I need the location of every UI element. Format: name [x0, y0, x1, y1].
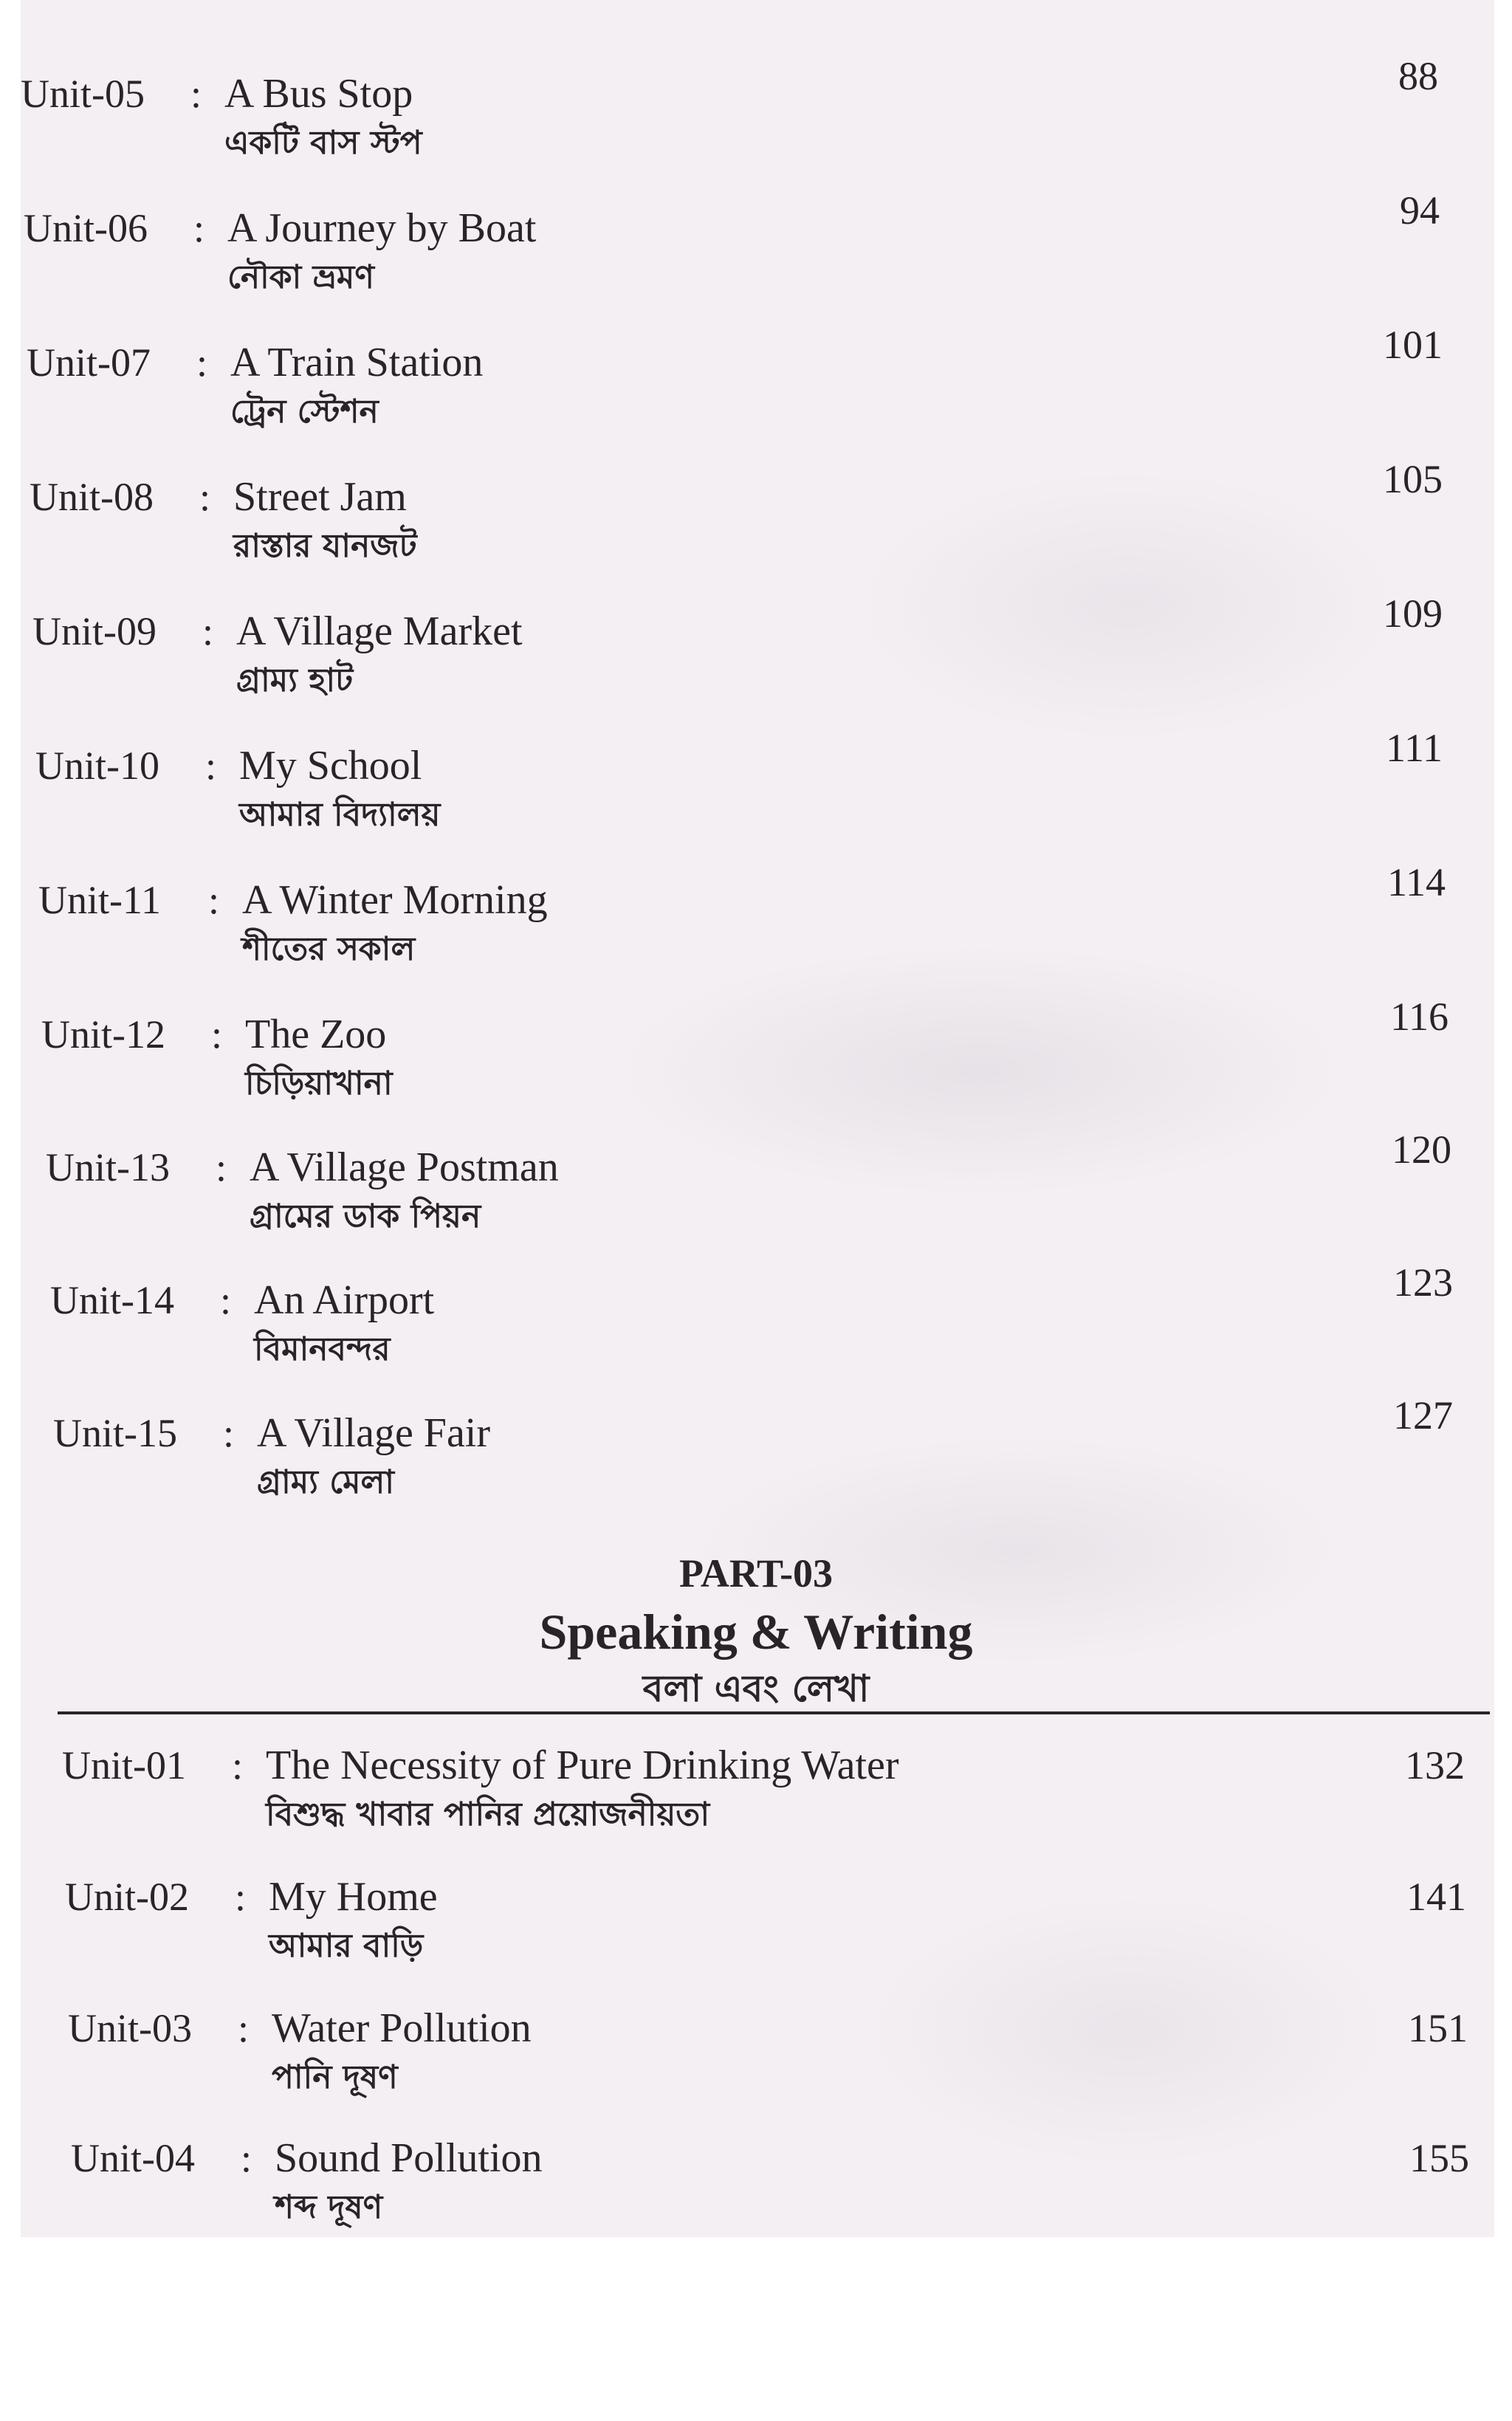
unit-title: My Home	[269, 1874, 438, 1920]
toc-entry-unit-15	[53, 1393, 1500, 1518]
unit-title: A Winter Morning	[242, 877, 548, 923]
separator: :	[202, 609, 214, 653]
separator: :	[220, 1278, 232, 1322]
separator: :	[190, 72, 202, 116]
page-number: 101	[1383, 323, 1443, 367]
bottom-margin	[0, 2237, 1512, 2421]
section-divider	[58, 1711, 1490, 1714]
unit-title-bangla: আমার বাড়ি	[269, 1927, 424, 1965]
unit-number: Unit-08	[30, 475, 154, 519]
separator: :	[208, 878, 220, 922]
unit-title: Water Pollution	[272, 2005, 532, 2051]
page-number: 155	[1409, 2136, 1469, 2180]
toc-entry-unit-08	[30, 457, 1477, 582]
page-number: 94	[1400, 188, 1440, 233]
page-number: 151	[1408, 2006, 1468, 2050]
toc-entry-unit-02	[65, 1871, 1512, 1982]
unit-number: Unit-10	[35, 744, 159, 788]
page-number: 105	[1383, 457, 1443, 501]
part-title: Speaking & Writing	[539, 1604, 973, 1660]
unit-number: Unit-03	[68, 2006, 192, 2050]
unit-number: Unit-07	[27, 340, 151, 385]
unit-title-bangla: নৌকা ভ্রমণ	[227, 258, 374, 296]
unit-title-bangla: শীতের সকাল	[242, 930, 416, 968]
unit-number: Unit-01	[62, 1743, 186, 1788]
unit-title-bangla: গ্রামের ডাক পিয়ন	[250, 1198, 481, 1235]
page-number: 111	[1386, 726, 1443, 770]
separator: :	[211, 1012, 223, 1057]
unit-number: Unit-15	[53, 1411, 177, 1455]
unit-title-bangla: শব্দ দূষণ	[275, 2188, 383, 2226]
unit-title: A Village Fair	[257, 1410, 491, 1456]
unit-number: Unit-11	[38, 878, 161, 922]
page-number: 123	[1393, 1260, 1453, 1305]
toc-entry-unit-10	[35, 726, 1482, 851]
toc-entry-unit-12	[41, 995, 1488, 1119]
unit-title: A Journey by Boat	[227, 205, 537, 251]
toc-entry-unit-13	[46, 1127, 1493, 1252]
separator: :	[193, 206, 205, 250]
page-number: 132	[1405, 1743, 1465, 1788]
unit-title: The Zoo	[245, 1012, 387, 1057]
unit-number: Unit-02	[65, 1875, 189, 1919]
page-number: 116	[1390, 995, 1449, 1039]
part-label: PART-03	[678, 1551, 834, 1596]
toc-entry-unit-07	[27, 323, 1474, 447]
separator: :	[216, 1145, 227, 1189]
unit-title: My School	[239, 743, 422, 789]
page-number: 141	[1406, 1875, 1466, 1919]
unit-title: A Village Postman	[250, 1144, 559, 1190]
unit-title-bangla: গ্রাম্য মেলা	[257, 1463, 395, 1501]
unit-title-bangla: বিশুদ্ধ খাবার পানির প্রয়োজনীয়তা	[266, 1796, 710, 1833]
unit-title-bangla: আমার বিদ্যালয়	[239, 796, 441, 834]
page-number: 120	[1392, 1127, 1451, 1172]
unit-title-bangla: চিড়িয়াখানা	[245, 1065, 393, 1102]
toc-entry-unit-03	[68, 2002, 1512, 2113]
separator: :	[241, 2136, 252, 2180]
unit-title-bangla: পানি দূষণ	[272, 2058, 398, 2096]
separator: :	[196, 340, 208, 385]
unit-title: The Necessity of Pure Drinking Water	[266, 1742, 899, 1788]
unit-number: Unit-12	[41, 1012, 165, 1057]
separator: :	[223, 1411, 235, 1455]
page-number: 88	[1398, 54, 1438, 98]
page-number: 127	[1393, 1393, 1453, 1438]
separator: :	[199, 475, 211, 519]
unit-title: Street Jam	[233, 474, 407, 520]
separator: :	[232, 1743, 244, 1788]
unit-title-bangla: বিমানবন্দর	[254, 1330, 391, 1368]
toc-entry-unit-04	[71, 2132, 1512, 2243]
unit-number: Unit-13	[46, 1145, 170, 1189]
unit-title-bangla: একটি বাস স্টপ	[224, 124, 422, 162]
unit-title: A Village Market	[236, 608, 523, 654]
separator: :	[205, 744, 217, 788]
page-number: 109	[1383, 591, 1443, 636]
unit-title: A Bus Stop	[224, 71, 413, 117]
unit-title-bangla: রাস্তার যানজট	[233, 527, 417, 565]
unit-number: Unit-09	[32, 609, 157, 653]
unit-title-bangla: গ্রাম্য হাট	[236, 662, 354, 699]
unit-title: An Airport	[254, 1277, 435, 1323]
toc-entry-unit-01	[62, 1740, 1509, 1850]
unit-title: A Train Station	[230, 340, 484, 385]
toc-entry-unit-06	[24, 188, 1471, 313]
toc-entry-unit-11	[38, 860, 1485, 985]
unit-number: Unit-06	[24, 206, 148, 250]
unit-title-bangla: ট্রেন স্টেশন	[230, 393, 379, 430]
unit-number: Unit-04	[71, 2136, 195, 2180]
separator: :	[235, 1875, 247, 1919]
unit-number: Unit-05	[21, 72, 145, 116]
toc-entry-unit-05	[21, 54, 1468, 179]
toc-entry-unit-14	[50, 1260, 1497, 1385]
toc-entry-unit-09	[32, 591, 1480, 716]
separator: :	[238, 2006, 250, 2050]
page-number: 114	[1387, 860, 1446, 904]
unit-title: Sound Pollution	[275, 2135, 543, 2181]
unit-number: Unit-14	[50, 1278, 174, 1322]
part-title-bangla: বলা এবং লেখা	[642, 1667, 870, 1710]
